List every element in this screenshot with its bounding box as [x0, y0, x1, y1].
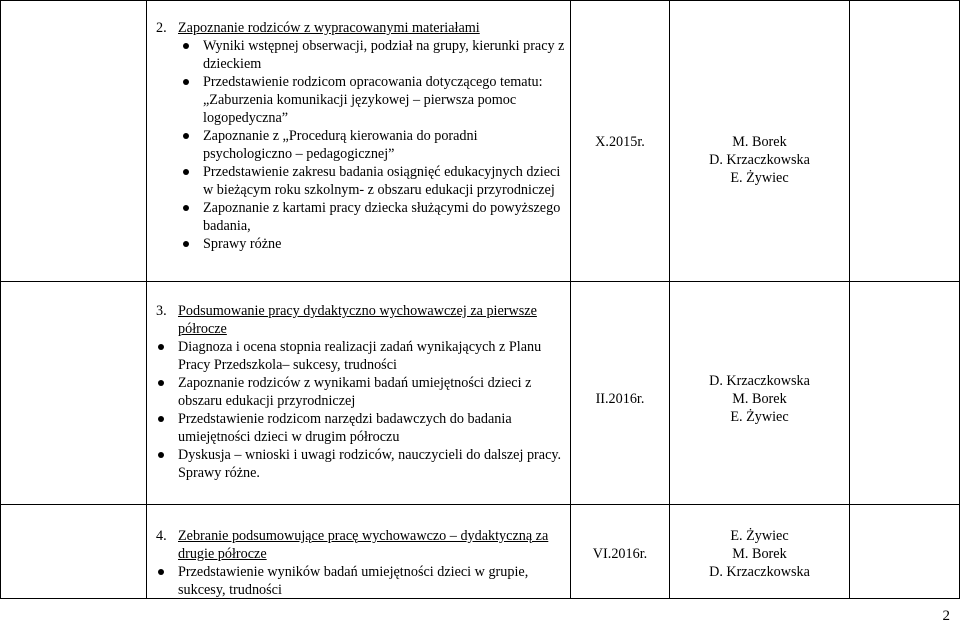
column-divider	[146, 505, 147, 598]
topic-list	[156, 338, 566, 464]
people-cell: D. Krzaczkowska M. Borek E. Żywiec	[709, 373, 810, 425]
column-divider	[146, 1, 147, 281]
list-item: Sprawy różne	[181, 235, 566, 253]
date-cell: VI.2016r.	[592, 546, 648, 562]
row-topic	[156, 19, 566, 253]
list-item: Dyskusja – wnioski i uwagi rodziców, nauczycieli do dalszej pracy.	[156, 446, 566, 464]
row-topic	[156, 527, 566, 599]
table-row	[0, 0, 960, 282]
column-divider	[146, 282, 147, 504]
date-cell: X.2015r.	[595, 134, 645, 150]
table-row	[0, 281, 960, 505]
people-cell: E. Żywiec M. Borek D. Krzaczkowska	[709, 528, 810, 580]
section-heading: 3. Podsumowanie pracy dydaktyczno wychowawczej za pierwsze półrocze	[156, 303, 537, 337]
list-item: Zapoznanie z „Procedurą kierowania do poradni psychologiczno – pedagogicznej”	[181, 127, 566, 163]
topic-list	[156, 37, 566, 253]
section-heading: 2. Zapoznanie rodziców z wypracowanymi materiałami	[156, 20, 480, 36]
column-divider	[849, 505, 850, 598]
column-divider	[849, 282, 850, 504]
row-topic	[156, 302, 566, 482]
list-extra: Sprawy różne.	[178, 465, 260, 481]
column-divider	[849, 1, 850, 281]
date-cell: II.2016r.	[595, 391, 645, 407]
page-number: 2	[942, 608, 950, 624]
list-item: Przedstawienie zakresu badania osiągnięć edukacyjnych dzieci w bieżącym roku szkolnym- z obszaru edukacji przyrodniczej	[181, 163, 566, 199]
list-item: Przedstawienie wyników badań umiejętności dzieci w grupie, sukcesy, trudności	[156, 563, 566, 599]
people-cell: M. Borek D. Krzaczkowska E. Żywiec	[709, 134, 810, 186]
section-heading: 4. Zebranie podsumowujące pracę wychowawczo – dydaktyczną za drugie półrocze	[156, 528, 549, 562]
list-item: Wyniki wstępnej obserwacji, podział na grupy, kierunki pracy z dzieckiem	[181, 37, 566, 73]
topic-list	[156, 563, 566, 599]
list-item: Diagnoza i ocena stopnia realizacji zadań wynikających z Planu Pracy Przedszkola– sukcesy, trudności	[156, 338, 566, 374]
list-item: Zapoznanie z kartami pracy dziecka służącymi do powyższego badania,	[181, 199, 566, 235]
table-row	[0, 504, 960, 599]
list-item: Przedstawienie rodzicom opracowania dotyczącego tematu: „Zaburzenia komunikacji językowej – pierwsza pomoc logopedyczna”	[181, 73, 566, 127]
list-item: Przedstawienie rodzicom narzędzi badawczych do badania umiejętności dzieci w drugim półroczu	[156, 410, 566, 446]
list-item: Zapoznanie rodziców z wynikami badań umiejętności dzieci z obszaru edukacji przyrodniczej	[156, 374, 566, 410]
